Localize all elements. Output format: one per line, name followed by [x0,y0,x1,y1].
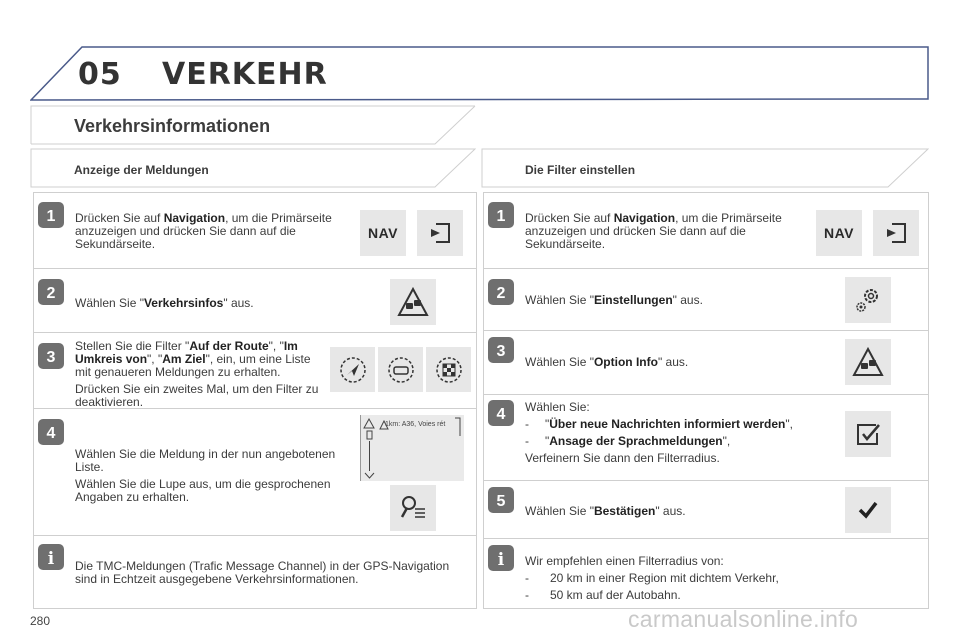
watermark: carmanualsonline.info [628,606,859,632]
svg-text:2: 2 [46,285,56,302]
right-step-4 [483,395,928,481]
svg-text:i: i [497,550,505,570]
right-step-3-text: Wählen Sie "Option Info" aus. [525,355,689,369]
step-badge-3 [488,337,514,363]
left-heading-bar [30,148,476,188]
right-step-1-text: Drücken Sie auf Navigation, um die Primärseite anzuzeigen und drücken Sie dann auf die Sekundärseite. [525,211,782,251]
right-heading-bar [481,148,929,188]
svg-text:4: 4 [46,425,56,442]
right-step-2-text: Wählen Sie "Einstellungen" aus. [525,293,703,307]
nav-button[interactable] [816,210,862,256]
filter-destination-icon[interactable] [426,347,471,392]
option-info-icon[interactable] [845,339,891,385]
right-step-1 [483,192,928,269]
filter-around-icon[interactable] [378,347,423,392]
nav-label: NAV [823,225,855,241]
voice-info-magnifier-icon[interactable] [390,485,436,531]
left-step-1-text: Drücken Sie auf Navigation, um die Primärseite anzuzeigen und drücken Sie dann auf die Sekundärseite. [75,211,332,251]
svg-text:i: i [47,549,55,569]
svg-text:1: 1 [46,208,56,225]
svg-text:4: 4 [496,406,506,423]
right-step-4-text: Wählen Sie: - "Über neue Nachrichten informiert werden", - "Ansage der Sprachmeldungen", Verfeinern Sie dann den Filterradius. [525,400,793,465]
step-badge-3 [38,343,64,369]
right-info [483,539,928,609]
confirm-check-icon[interactable] [845,487,891,533]
right-step-5 [483,481,928,539]
checkbox-icon[interactable] [845,411,891,457]
right-step-5-text: Wählen Sie "Bestätigen" aus. [525,504,686,518]
svg-text:3: 3 [46,349,56,366]
step-badge-1 [38,202,64,228]
left-step-3-text: Stellen Sie die Filter "Auf der Route", "Im Umkreis von", "Am Ziel", ein, um eine Liste mit genaueren Meldungen zu erhalten. Drücken Sie ein zweites Mal, um den Filter zu deaktivieren. [75,339,319,409]
step-badge-5 [488,487,514,513]
section-title: Verkehrsinformationen [74,116,271,136]
secondary-page-icon[interactable] [873,210,919,256]
right-info-text: Wir empfehlen einen Filterradius von: - 20 km in einer Region mit dichtem Verkehr, - 50 km auf der Autobahn. [525,554,779,602]
message-list-item[interactable]: 1km: A36, Voies rét [385,421,446,428]
left-info-text: Die TMC-Meldungen (Trafic Message Channel) in der GPS-Navigation sind in Echtzeit ausgegebene Verkehrsinformationen. [75,559,450,586]
left-step-4-text: Wählen Sie die Meldung in der nun angebotenen Liste. Wählen Sie die Lupe aus, um die gesprochenen Angaben zu erhalten. [75,447,336,504]
left-info [33,536,476,609]
step-badge-2 [488,279,514,305]
filter-on-route-icon[interactable] [330,347,375,392]
chapter-title: VERKEHR [162,57,328,92]
bold-navigation: Navigation [163,211,226,225]
step-badge-4 [38,419,64,445]
left-step-4 [33,409,476,536]
info-badge [38,544,64,570]
left-step-1 [33,192,476,269]
svg-text:5: 5 [496,493,506,510]
right-step-2 [483,269,928,331]
left-step-3 [33,333,476,409]
svg-text:1: 1 [496,208,506,225]
svg-text:3: 3 [496,343,506,360]
left-step-2-text: Wählen Sie "Verkehrsinfos" aus. [75,296,254,310]
chapter-header [30,45,930,101]
right-heading: Die Filter einstellen [525,163,636,177]
message-list-screen[interactable] [360,415,464,481]
info-badge [488,545,514,571]
left-heading: Anzeige der Meldungen [74,163,209,177]
page-number: 280 [30,614,51,628]
step-badge-2 [38,279,64,305]
step-badge-1 [488,202,514,228]
svg-text:2: 2 [496,285,506,302]
left-step-2 [33,269,476,333]
right-step-3 [483,331,928,395]
step-badge-4 [488,400,514,426]
settings-gear-icon[interactable] [845,277,891,323]
chapter-number: 05 [78,57,122,92]
section-title-bar [30,105,476,145]
nav-button[interactable] [360,210,406,256]
traffic-info-icon[interactable] [390,279,436,325]
nav-label: NAV [367,225,399,241]
secondary-page-icon[interactable] [417,210,463,256]
